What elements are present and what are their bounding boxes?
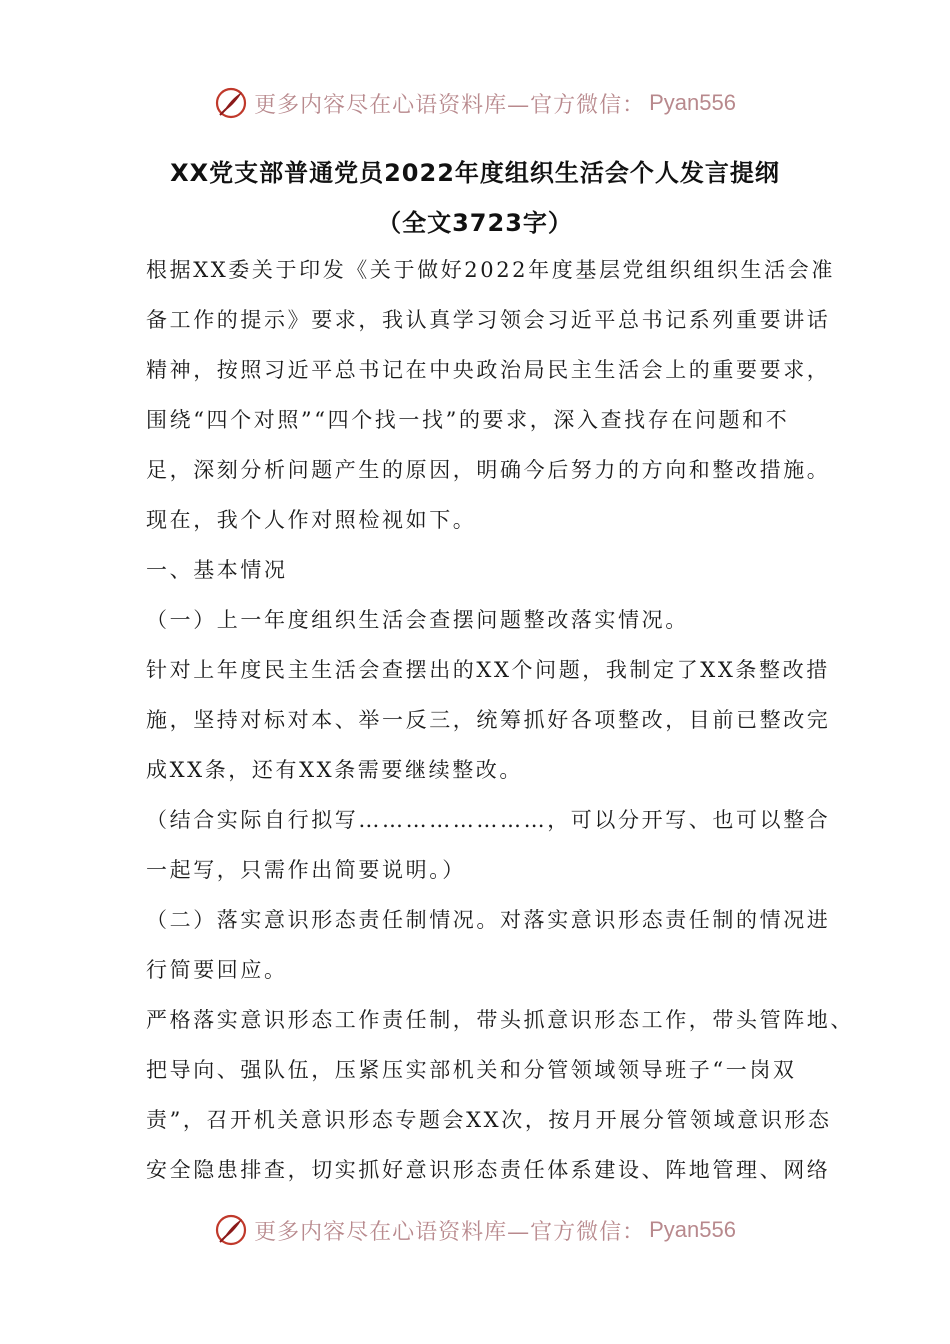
body-line: 现在，我个人作对照检视如下。	[146, 508, 477, 532]
body-line: 围绕“四个对照”“四个找一找”的要求，深入查找存在问题和不	[146, 408, 790, 432]
quill-logo-icon	[214, 86, 248, 120]
body-line: 严格落实意识形态工作责任制，带头抓意识形态工作，带头管阵地、	[146, 1008, 854, 1032]
subsection-heading: （一）上一年度组织生活会查摆问题整改落实情况。	[146, 608, 689, 632]
body-line: 足，深刻分析问题产生的原因，明确今后努力的方向和整改措施。	[146, 458, 831, 482]
body-line: 备工作的提示》要求，我认真学习领会习近平总书记系列重要讲话	[146, 308, 831, 332]
body-line: 根据XX委关于印发《关于做好2022年度基层党组织组织生活会准	[146, 258, 835, 282]
watermark-text: 更多内容尽在心语资料库—官方微信：	[254, 1219, 646, 1245]
body-line: 精神，按照习近平总书记在中央政治局民主生活会上的重要要求，	[146, 358, 831, 382]
body-line: 针对上年度民主生活会查摆出的XX个问题，我制定了XX条整改措	[146, 658, 830, 682]
body-line: 安全隐患排查，切实抓好意识形态责任体系建设、阵地管理、网络	[146, 1158, 831, 1182]
watermark-header	[0, 83, 950, 123]
quill-logo-icon	[214, 1213, 248, 1247]
section-heading: 一、基本情况	[146, 558, 288, 582]
body-line: 行简要回应。	[146, 958, 288, 982]
document-subtitle: （全文3723字）	[377, 209, 573, 237]
body-line: 一起写，只需作出简要说明。）	[146, 858, 466, 882]
watermark-footer	[0, 1210, 950, 1250]
watermark-wechat-id: Pyan556	[649, 1217, 736, 1242]
body-line: 责”，召开机关意识形态专题会XX次，按月开展分管领域意识形态	[146, 1108, 832, 1132]
body-line: 施，坚持对标对本、举一反三，统筹抓好各项整改，目前已整改完	[146, 708, 831, 732]
document-body	[146, 245, 854, 1195]
body-line: 把导向、强队伍，压紧压实部机关和分管领域领导班子“一岗双	[146, 1058, 797, 1082]
document-title: XX党支部普通党员2022年度组织生活会个人发言提纲	[170, 159, 780, 187]
watermark-wechat-id: Pyan556	[649, 90, 736, 115]
watermark-text: 更多内容尽在心语资料库—官方微信：	[254, 92, 646, 118]
subsection-heading: （二）落实意识形态责任制情况。对落实意识形态责任制的情况进	[146, 908, 831, 932]
body-line: 成XX条，还有XX条需要继续整改。	[146, 758, 523, 782]
body-line: （结合实际自行拟写……………………，可以分开写、也可以整合	[146, 808, 831, 832]
